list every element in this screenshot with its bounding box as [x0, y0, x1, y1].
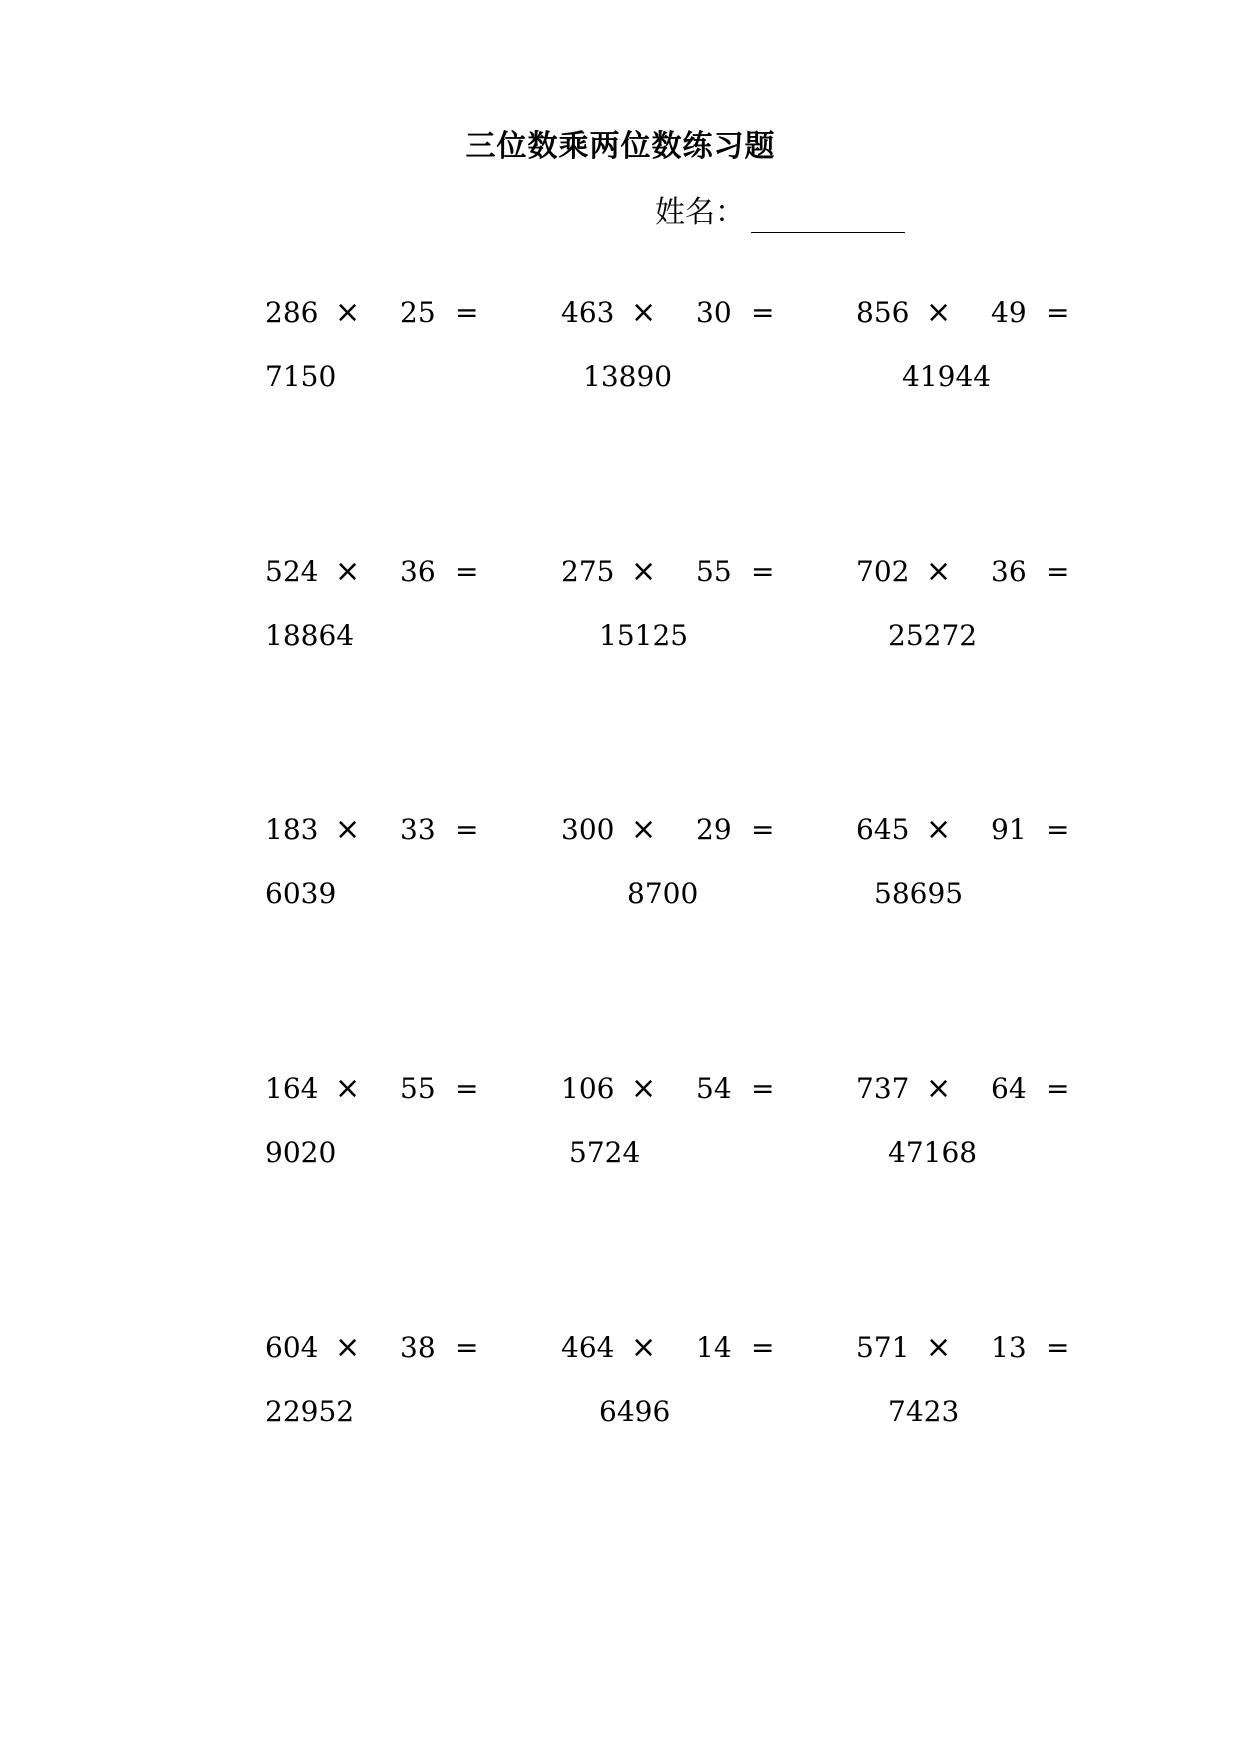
- multiplicand: 164: [265, 1072, 319, 1105]
- multiply-sign: ×: [631, 1330, 657, 1365]
- equals-sign: =: [455, 555, 479, 588]
- multiply-sign: ×: [926, 295, 952, 330]
- multiply-sign: ×: [335, 1071, 361, 1106]
- multiplier: 13: [991, 1331, 1027, 1364]
- multiplicand: 300: [561, 813, 615, 846]
- answer: 22952: [265, 1395, 355, 1428]
- multiply-sign: ×: [926, 1330, 952, 1365]
- multiplicand: 183: [265, 813, 319, 846]
- answer: 25272: [888, 619, 978, 652]
- answer: 8700: [627, 877, 699, 910]
- multiplier: 55: [400, 1072, 436, 1105]
- name-label: 姓名：: [655, 195, 745, 230]
- multiplicand: 464: [561, 1331, 615, 1364]
- answer: 47168: [888, 1136, 978, 1169]
- answer: 5724: [569, 1136, 641, 1169]
- equals-sign: =: [751, 296, 775, 329]
- multiply-sign: ×: [335, 295, 361, 330]
- multiplicand: 524: [265, 555, 319, 588]
- multiply-sign: ×: [335, 554, 361, 589]
- multiplier: 55: [696, 555, 732, 588]
- answer: 7150: [265, 360, 337, 393]
- equals-sign: =: [1046, 1331, 1070, 1364]
- equals-sign: =: [751, 555, 775, 588]
- multiplicand: 702: [856, 555, 910, 588]
- equals-sign: =: [1046, 296, 1070, 329]
- multiply-sign: ×: [926, 554, 952, 589]
- equals-sign: =: [751, 1072, 775, 1105]
- equals-sign: =: [455, 1331, 479, 1364]
- multiplicand: 571: [856, 1331, 910, 1364]
- multiplicand: 106: [561, 1072, 615, 1105]
- equals-sign: =: [1046, 555, 1070, 588]
- multiplier: 38: [400, 1331, 436, 1364]
- answer: 13890: [583, 360, 673, 393]
- multiplier: 49: [991, 296, 1027, 329]
- multiplier: 14: [696, 1331, 732, 1364]
- multiplicand: 604: [265, 1331, 319, 1364]
- multiplicand: 286: [265, 296, 319, 329]
- multiplicand: 275: [561, 555, 615, 588]
- answer: 58695: [874, 877, 964, 910]
- multiplier: 36: [991, 555, 1027, 588]
- multiply-sign: ×: [631, 554, 657, 589]
- multiplicand: 737: [856, 1072, 910, 1105]
- answer: 6039: [265, 877, 337, 910]
- answer: 9020: [265, 1136, 337, 1169]
- multiply-sign: ×: [926, 812, 952, 847]
- multiplier: 25: [400, 296, 436, 329]
- equals-sign: =: [455, 296, 479, 329]
- multiplier: 91: [991, 813, 1027, 846]
- multiplier: 54: [696, 1072, 732, 1105]
- equals-sign: =: [1046, 1072, 1070, 1105]
- equals-sign: =: [455, 1072, 479, 1105]
- multiply-sign: ×: [631, 295, 657, 330]
- multiplicand: 856: [856, 296, 910, 329]
- multiplier: 64: [991, 1072, 1027, 1105]
- multiplier: 33: [400, 813, 436, 846]
- answer: 41944: [902, 360, 992, 393]
- multiplicand: 463: [561, 296, 615, 329]
- multiply-sign: ×: [631, 812, 657, 847]
- multiplicand: 645: [856, 813, 910, 846]
- answer: 18864: [265, 619, 355, 652]
- multiplier: 30: [696, 296, 732, 329]
- multiply-sign: ×: [335, 812, 361, 847]
- equals-sign: =: [455, 813, 479, 846]
- answer: 6496: [599, 1395, 671, 1428]
- answer: 7423: [888, 1395, 960, 1428]
- equals-sign: =: [1046, 813, 1070, 846]
- answer: 15125: [599, 619, 689, 652]
- multiplier: 36: [400, 555, 436, 588]
- equals-sign: =: [751, 813, 775, 846]
- multiply-sign: ×: [631, 1071, 657, 1106]
- page-title: 三位数乘两位数练习题: [465, 129, 776, 164]
- multiply-sign: ×: [926, 1071, 952, 1106]
- multiply-sign: ×: [335, 1330, 361, 1365]
- equals-sign: =: [751, 1331, 775, 1364]
- multiplier: 29: [696, 813, 732, 846]
